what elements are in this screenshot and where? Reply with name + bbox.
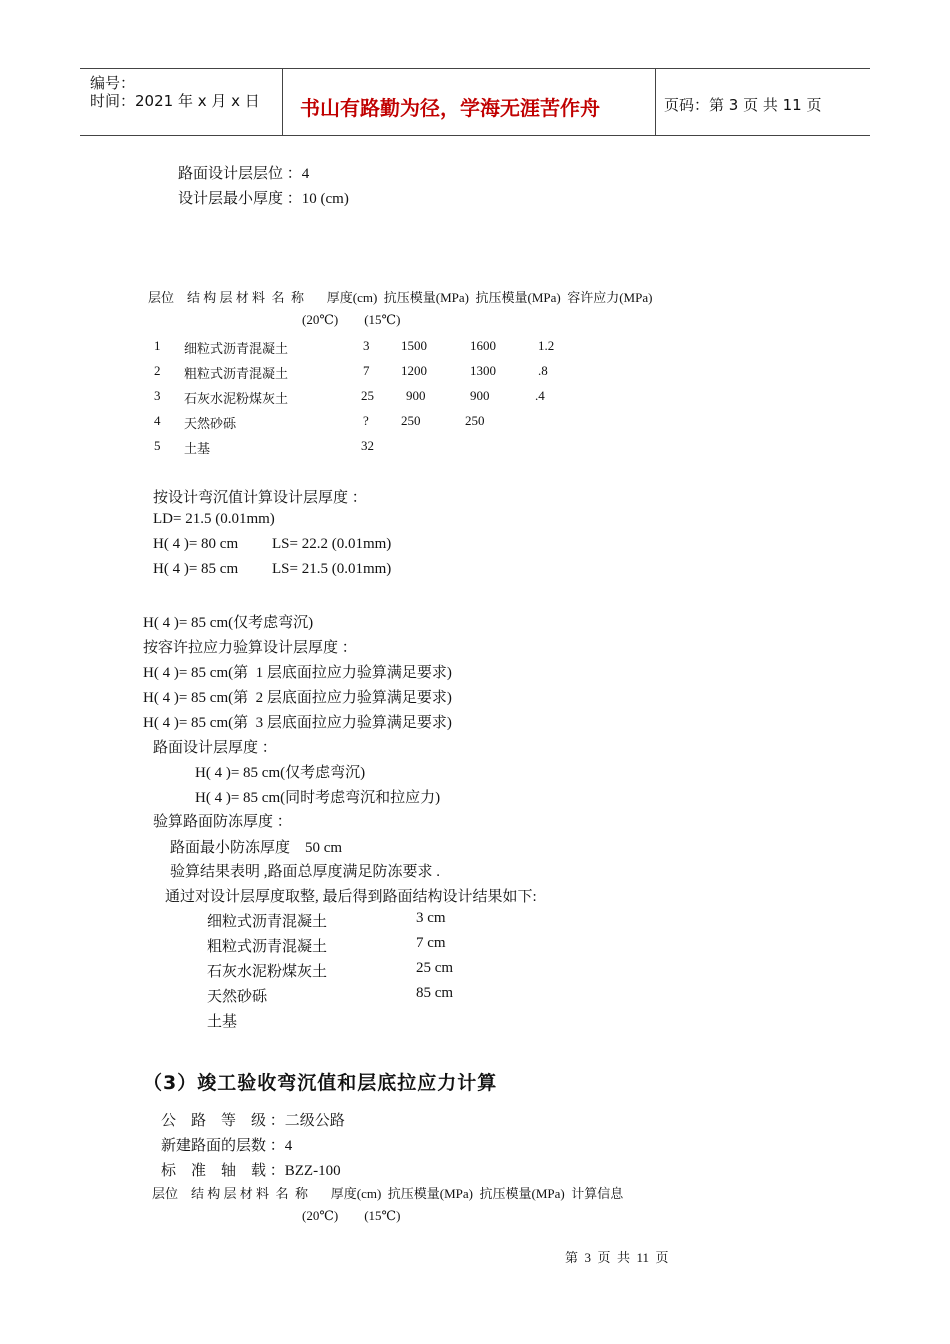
table1-row-modulus20: 250 <box>401 413 421 428</box>
table1-row-modulus20: 1500 <box>401 338 427 353</box>
table1-row-modulus20: 900 <box>406 388 426 403</box>
table2-header-row1: 层位 结 构 层 材 料 名 称 厚度(cm) 抗压模量(MPa) 抗压模量(MPa) 计算信息 <box>152 1186 624 1201</box>
deflection-only-result: H( 4 )= 85 cm(仅考虑弯沉) <box>143 615 314 631</box>
doc-time-label: 时间：2021 年 x 月 x 日 <box>90 92 260 110</box>
final-result-intro: 通过对设计层厚度取整, 最后得到路面结构设计结果如下: <box>165 889 537 905</box>
table1-row-thickness: 32 <box>361 438 374 453</box>
header-divider-left <box>282 68 283 136</box>
table1-row-name: 粗粒式沥青混凝土 <box>184 366 289 381</box>
table1-row-stress: 1.2 <box>538 338 555 353</box>
table2-header-row2: (20℃) (15℃) <box>302 1208 401 1223</box>
result-material: 石灰水泥粉煤灰土 <box>207 964 328 980</box>
stress-check-layer3: H( 4 )= 85 cm(第 3 层底面拉应力验算满足要求) <box>143 715 452 731</box>
table1-row-modulus15: 250 <box>465 413 485 428</box>
table1-row-thickness: 3 <box>363 338 370 353</box>
table1-row-name: 土基 <box>184 441 211 456</box>
section3-title: （3）竣工验收弯沉值和层底拉应力计算 <box>143 1072 498 1094</box>
frost-min-thickness: 路面最小防冻厚度 50 cm <box>170 840 343 856</box>
frost-result: 验算结果表明 ,路面总厚度满足防冻要求 . <box>170 864 441 880</box>
table1-row-stress: .8 <box>538 363 548 378</box>
table1-row-modulus15: 900 <box>470 388 490 403</box>
result-material: 粗粒式沥青混凝土 <box>207 939 328 955</box>
header-divider-right <box>655 68 656 136</box>
table1-row-modulus20: 1200 <box>401 363 427 378</box>
ls-80-value: LS= 22.2 (0.01mm) <box>272 536 392 552</box>
doc-number-label: 编号： <box>90 74 136 92</box>
deflection-heading: 按设计弯沉值计算设计层厚度 ： <box>153 490 367 506</box>
ld-value: LD= 21.5 (0.01mm) <box>153 511 275 527</box>
design-thickness-b: H( 4 )= 85 cm(同时考虑弯沉和拉应力) <box>195 790 441 806</box>
ls-85-value: LS= 21.5 (0.01mm) <box>272 561 392 577</box>
frost-check-heading: 验算路面防冻厚度 ： <box>153 814 292 830</box>
table1-row-modulus15: 1300 <box>470 363 496 378</box>
header-bottom-rule <box>80 135 870 136</box>
table1-row-thickness: 25 <box>361 388 374 403</box>
standard-axle-line: 标 准 轴 载 ：BZZ-100 <box>161 1163 341 1179</box>
design-thickness-heading: 路面设计层厚度 ： <box>153 740 277 756</box>
result-material: 细粒式沥青混凝土 <box>207 914 328 930</box>
result-material: 天然砂砾 <box>207 989 268 1005</box>
result-material: 土基 <box>207 1014 238 1030</box>
layer-position-line: 路面设计层层位 ：4 <box>178 166 310 182</box>
table1-row-no: 4 <box>154 413 161 428</box>
stress-heading: 按容许拉应力验算设计层厚度 ： <box>143 640 357 656</box>
table1-row-modulus15: 1600 <box>470 338 496 353</box>
table1-row-thickness: 7 <box>363 363 370 378</box>
table1-row-stress: .4 <box>535 388 545 403</box>
design-thickness-a: H( 4 )= 85 cm(仅考虑弯沉) <box>195 765 366 781</box>
result-thickness: 7 cm <box>416 935 446 951</box>
stress-check-layer1: H( 4 )= 85 cm(第 1 层底面拉应力验算满足要求) <box>143 665 452 681</box>
road-grade-line: 公 路 等 级 ：二级公路 <box>161 1113 345 1129</box>
page-footer: 第 3 页 共 11 页 <box>565 1250 669 1265</box>
header-motto: 书山有路勤为径，学海无涯苦作舟 <box>300 96 600 120</box>
table1-row-no: 2 <box>154 363 161 378</box>
header-page-info: 页码：第 3 页 共 11 页 <box>664 96 822 114</box>
table1-row-name: 天然砂砾 <box>184 416 237 431</box>
table1-header-row1: 层位 结 构 层 材 料 名 称 厚度(cm) 抗压模量(MPa) 抗压模量(MPa) 容许应力(MPa) <box>148 290 653 305</box>
table1-row-name: 石灰水泥粉煤灰土 <box>184 391 289 406</box>
table1-row-no: 3 <box>154 388 161 403</box>
table1-row-no: 1 <box>154 338 161 353</box>
table1-row-no: 5 <box>154 438 161 453</box>
result-thickness: 3 cm <box>416 910 446 926</box>
min-thickness-line: 设计层最小厚度 ：10 (cm) <box>178 191 349 207</box>
result-thickness: 25 cm <box>416 960 454 976</box>
header-top-rule <box>80 68 870 69</box>
h-85-value: H( 4 )= 85 cm <box>153 561 239 577</box>
layer-count-line: 新建路面的层数 ：4 <box>161 1138 293 1154</box>
table1-header-row2: (20℃) (15℃) <box>302 312 401 327</box>
table1-row-thickness: ? <box>363 413 369 428</box>
h-80-value: H( 4 )= 80 cm <box>153 536 239 552</box>
table1-row-name: 细粒式沥青混凝土 <box>184 341 289 356</box>
stress-check-layer2: H( 4 )= 85 cm(第 2 层底面拉应力验算满足要求) <box>143 690 452 706</box>
result-thickness: 85 cm <box>416 985 454 1001</box>
